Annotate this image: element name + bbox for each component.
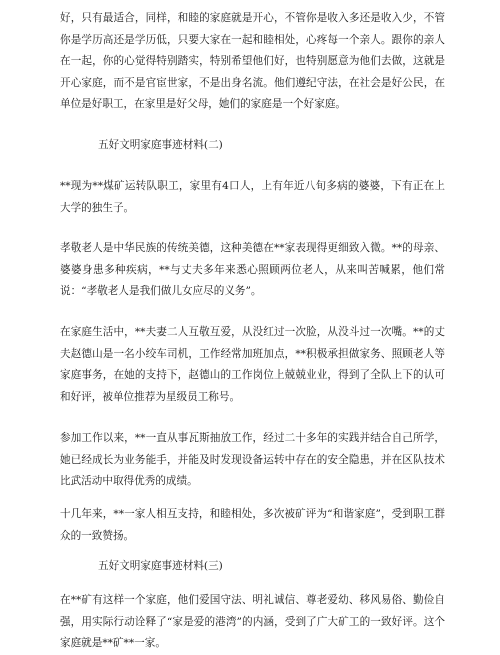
paragraph-work-career: 参加工作以来，**一直从事瓦斯抽放工作，经过二十多年的实践并结合自己所学，她已经成长为业务能手，并能及时发现设备运转中存在的安全隐患，并在区队技术比武活动中取得优秀的成绩。 <box>60 432 445 487</box>
paragraph-mine-family: 在**矿有这样一个家庭，他们爱国守法、明礼诚信、尊老爱幼、移风易俗、勤俭自强，用实际行动诠释了“家是爱的港湾”的内涵，受到了广大矿工的一致好评。这个家庭就是**矿**一家。 <box>60 594 445 649</box>
paragraph-family-life: 在家庭生活中，**夫妻二人互敬互爱，从没红过一次脸，从没斗过一次嘴。**的丈夫赵德山是一名小绞车司机，工作经常加班加点，**积极承担做家务、照顾老人等家庭事务，在她的支持下，赵德山的工作岗位上兢兢业业，得到了全队上下的认可和好评，被单位推荐为星级员工称号。 <box>60 326 445 403</box>
paragraph-intro-continued: 好，只有最适合，同样，和睦的家庭就是开心，不管你是收入多还是收入少，不管你是学历高还是学历低，只要大家在一起和睦相处，心疼每一个亲人。跟你的亲人在一起，你的心觉得特别踏实，特别希望他们好，也特别愿意为他们去做，这就是开心家庭，而不是官宦世家，不是出身名流。他们遵纪守法，在社会是好公民，在单位是好职工，在家里是好父母，她们的家庭是一个好家庭。 <box>60 12 445 110</box>
paragraph-harmony-award: 十几年来，**一家人相互支持，和睦相处，多次被矿评为“和谐家庭”，受到职工群众的一致赞扬。 <box>60 508 445 542</box>
paragraph-family-intro: **现为**煤矿运转队职工，家里有4口人，上有年近八旬多病的婆婆，下有正在上大学的独生子。 <box>60 180 445 214</box>
section-heading-2: 五好文明家庭事迹材料(二) <box>98 139 223 151</box>
section-heading-3: 五好文明家庭事迹材料(三) <box>98 560 223 572</box>
paragraph-filial-piety: 孝敬老人是中华民族的传统美德，这种美德在**家表现得更细致入微。**的母亲、婆婆身患多种疾病，**与丈夫多年来悉心照顾两位老人，从来叫苦喊累，他们常说：“孝敬老人是我们做儿女应尽的义务”。 <box>60 242 445 297</box>
